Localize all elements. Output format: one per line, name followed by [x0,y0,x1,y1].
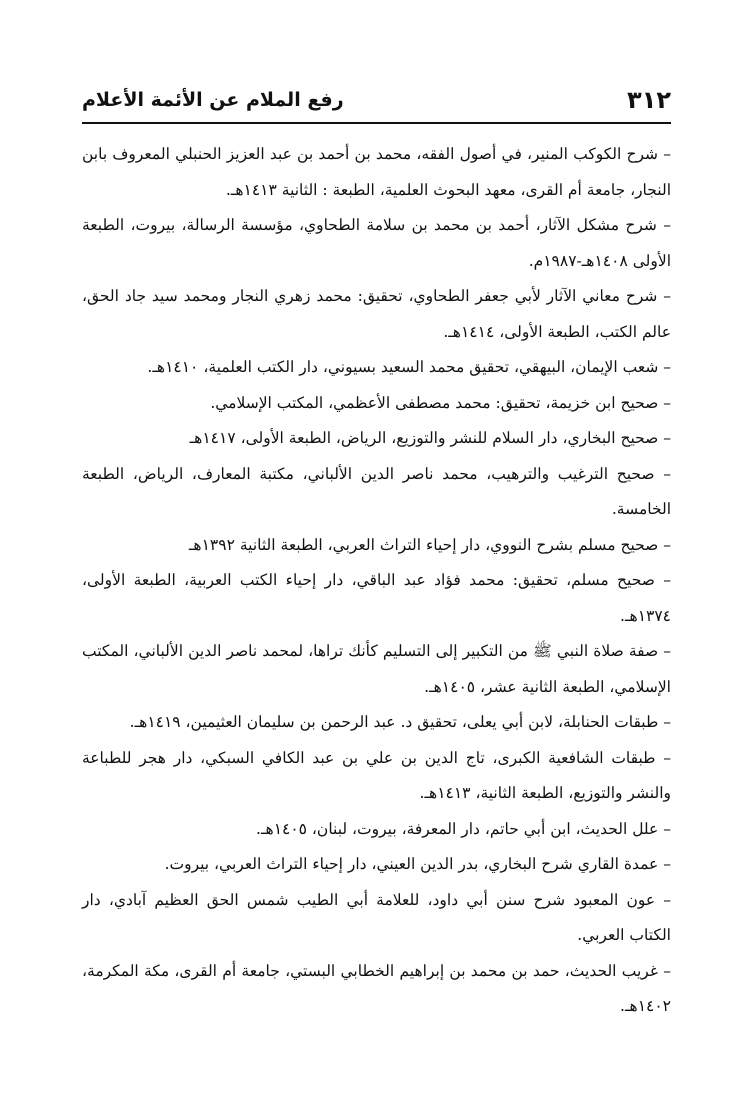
bibliography-entry [82,812,671,848]
bibliography-entry [82,208,671,279]
bibliography-entry [82,954,671,1025]
entry-text: – طبقات الشافعية الكبرى، تاج الدين بن علي بن عبد الكافي السبكي، دار هجر للطباعة والنشر والتوزيع، الطبعة الثانية، ١٤١٣هـ. [82,749,671,803]
bibliography-list [82,137,671,1025]
bibliography-entry [82,279,671,350]
running-title: رفع الملام عن الأئمة الأعلام [82,89,344,111]
entry-text: – غريب الحديث، حمد بن محمد بن إبراهيم الخطابي البستي، جامعة أم القرى، مكة المكرمة، ١٤٠٢هـ. [82,962,671,1016]
entry-text: – طبقات الحنابلة، لابن أبي يعلى، تحقيق د. عبد الرحمن بن سليمان العثيمين، ١٤١٩هـ. [130,713,671,731]
page-header [82,84,671,116]
entry-text: – صحيح الترغيب والترهيب، محمد ناصر الدين الألباني، مكتبة المعارف، الرياض، الطبعة الخامسة. [82,465,671,519]
entry-text: – شرح الكوكب المنير، في أصول الفقه، محمد بن أحمد بن عبد العزيز الحنبلي المعروف بابن النجار، جامعة أم القرى، معهد البحوث العلمية، الطبعة : الثانية ١٤١٣هـ. [82,145,671,199]
bibliography-entry [82,528,671,564]
bibliography-entry [82,847,671,883]
bibliography-entry [82,634,671,705]
bibliography-entry [82,563,671,634]
bibliography-entry [82,883,671,954]
entry-text: – صحيح مسلم، تحقيق: محمد فؤاد عبد الباقي، دار إحياء الكتب العربية، الطبعة الأولى، ١٣٧٤هـ. [82,571,671,625]
entry-text: – عون المعبود شرح سنن أبي داود، للعلامة أبي الطيب شمس الحق العظيم آبادي، دار الكتاب العربي. [82,891,671,945]
bibliography-entry [82,457,671,528]
entry-text: – شعب الإيمان، البيهقي، تحقيق محمد السعيد بسيوني، دار الكتب العلمية، ١٤١٠هـ. [147,358,671,376]
entry-text: – عمدة القاري شرح البخاري، بدر الدين العيني، دار إحياء التراث العربي، بيروت. [165,855,671,873]
page-number: ٣١٢ [627,86,671,114]
entry-text: – شرح مشكل الآثار، أحمد بن محمد بن سلامة الطحاوي، مؤسسة الرسالة، بيروت، الطبعة الأولى ١٤٠٨هـ-١٩٨٧م. [82,216,671,270]
bibliography-entry [82,705,671,741]
bibliography-entry [82,350,671,386]
bibliography-entry [82,386,671,422]
entry-text: – صحيح البخاري، دار السلام للنشر والتوزيع، الرياض، الطبعة الأولى، ١٤١٧هـ [190,429,671,447]
bibliography-entry [82,137,671,208]
bibliography-entry [82,421,671,457]
entry-text: – علل الحديث، ابن أبي حاتم، دار المعرفة، بيروت، لبنان، ١٤٠٥هـ. [256,820,671,838]
header-divider [82,122,671,124]
entry-text: – صحيح مسلم بشرح النووي، دار إحياء التراث العربي، الطبعة الثانية ١٣٩٢هـ [189,536,671,554]
entry-text: – صفة صلاة النبي ﷺ من التكبير إلى التسليم كأنك تراها، لمحمد ناصر الدين الألباني، المكتب الإسلامي، الطبعة الثانية عشر، ١٤٠٥هـ. [82,642,671,696]
entry-text: – شرح معاني الآثار لأبي جعفر الطحاوي، تحقيق: محمد زهري النجار ومحمد سيد جاد الحق، عالم الكتب، الطبعة الأولى، ١٤١٤هـ. [82,287,671,341]
entry-text: – صحيح ابن خزيمة، تحقيق: محمد مصطفى الأعظمي، المكتب الإسلامي. [210,394,671,412]
bibliography-entry [82,741,671,812]
